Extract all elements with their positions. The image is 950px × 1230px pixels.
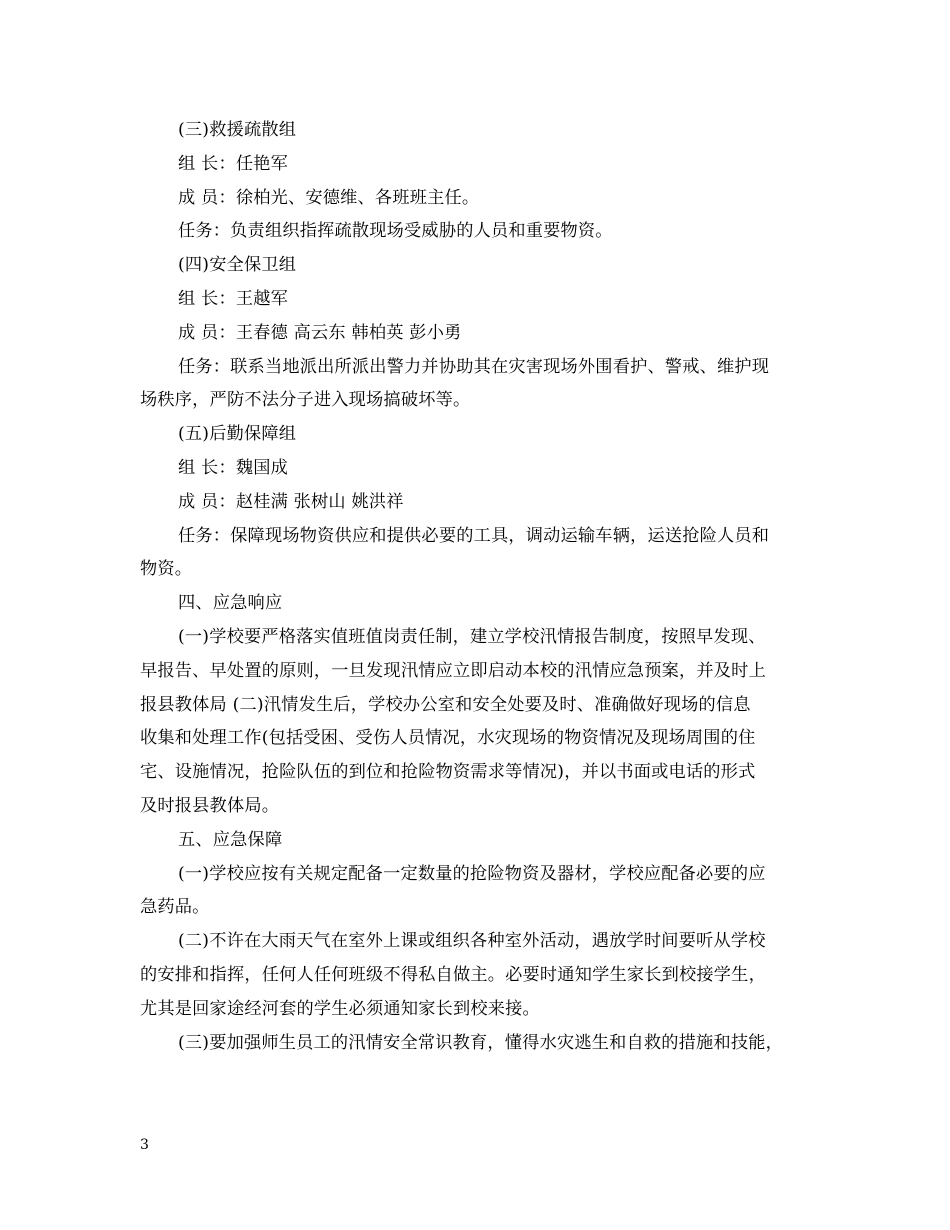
text-line: 成 员：赵桂满 张树山 姚洪祥 xyxy=(178,491,404,512)
text-line: 急药品。 xyxy=(140,897,210,918)
text-line: 场秩序，严防不法分子进入现场搞破坏等。 xyxy=(140,390,471,411)
text-line: 组 长：王越军 xyxy=(178,288,288,309)
page-number: 3 xyxy=(140,1137,149,1153)
text-line: 四、应急响应 xyxy=(178,593,283,614)
text-line: 组 长：任艳军 xyxy=(178,153,288,174)
text-line: 的安排和指挥，任何人任何班级不得私自做主。必要时通知学生家长到校接学生， xyxy=(140,964,766,985)
text-line: 物资。 xyxy=(140,559,193,580)
text-line: 收集和处理工作(包括受困、受伤人员情况，水灾现场的物资情况及现场周围的住 xyxy=(140,728,756,749)
text-line: (三)救援疏散组 xyxy=(178,120,297,140)
text-line: 成 员：王春德 高云东 韩柏英 彭小勇 xyxy=(178,322,462,343)
text-line: (五)后勤保障组 xyxy=(178,424,297,445)
text-line: (一)学校要严格落实值班值岗责任制，建立学校汛情报告制度，按照早发现、 xyxy=(178,626,766,647)
text-line: (四)安全保卫组 xyxy=(178,255,297,276)
text-line: (二)不许在大雨天气在室外上课或组织各种室外活动，遇放学时间要听从学校 xyxy=(178,931,766,952)
text-line: 报县教体局 (二)汛情发生后，学校办公室和安全处要及时、准确做好现场的信息 xyxy=(140,694,751,715)
text-line: 组 长：魏国成 xyxy=(178,457,288,478)
text-line: (三)要加强师生员工的汛情安全常识教育，懂得水灾逃生和自救的措施和技能， xyxy=(178,1032,783,1053)
text-line: 宅、设施情况，抢险队伍的到位和抢险物资需求等情况)，并以书面或电话的形式 xyxy=(140,762,756,783)
text-line: (一)学校应按有关规定配备一定数量的抢险物资及器材，学校应配备必要的应 xyxy=(178,863,766,884)
text-line: 任务：保障现场物资供应和提供必要的工具，调动运输车辆，运送抢险人员和 xyxy=(178,525,770,546)
text-line: 任务：负责组织指挥疏散现场受威胁的人员和重要物资。 xyxy=(178,221,613,242)
text-line: 及时报县教体局。 xyxy=(140,795,280,816)
text-line: 任务：联系当地派出所派出警力并协助其在灾害现场外围看护、警戒、维护现 xyxy=(178,356,770,377)
text-line: 五、应急保障 xyxy=(178,829,283,850)
document-body xyxy=(140,114,820,1060)
text-line: 早报告、早处置的原则，一旦发现汛情应立即启动本校的汛情应急预案，并及时上 xyxy=(140,660,766,681)
text-line: 尤其是回家途经河套的学生必须通知家长到校来接。 xyxy=(140,998,540,1019)
text-line: 成 员：徐柏光、安德维、各班班主任。 xyxy=(178,187,480,208)
